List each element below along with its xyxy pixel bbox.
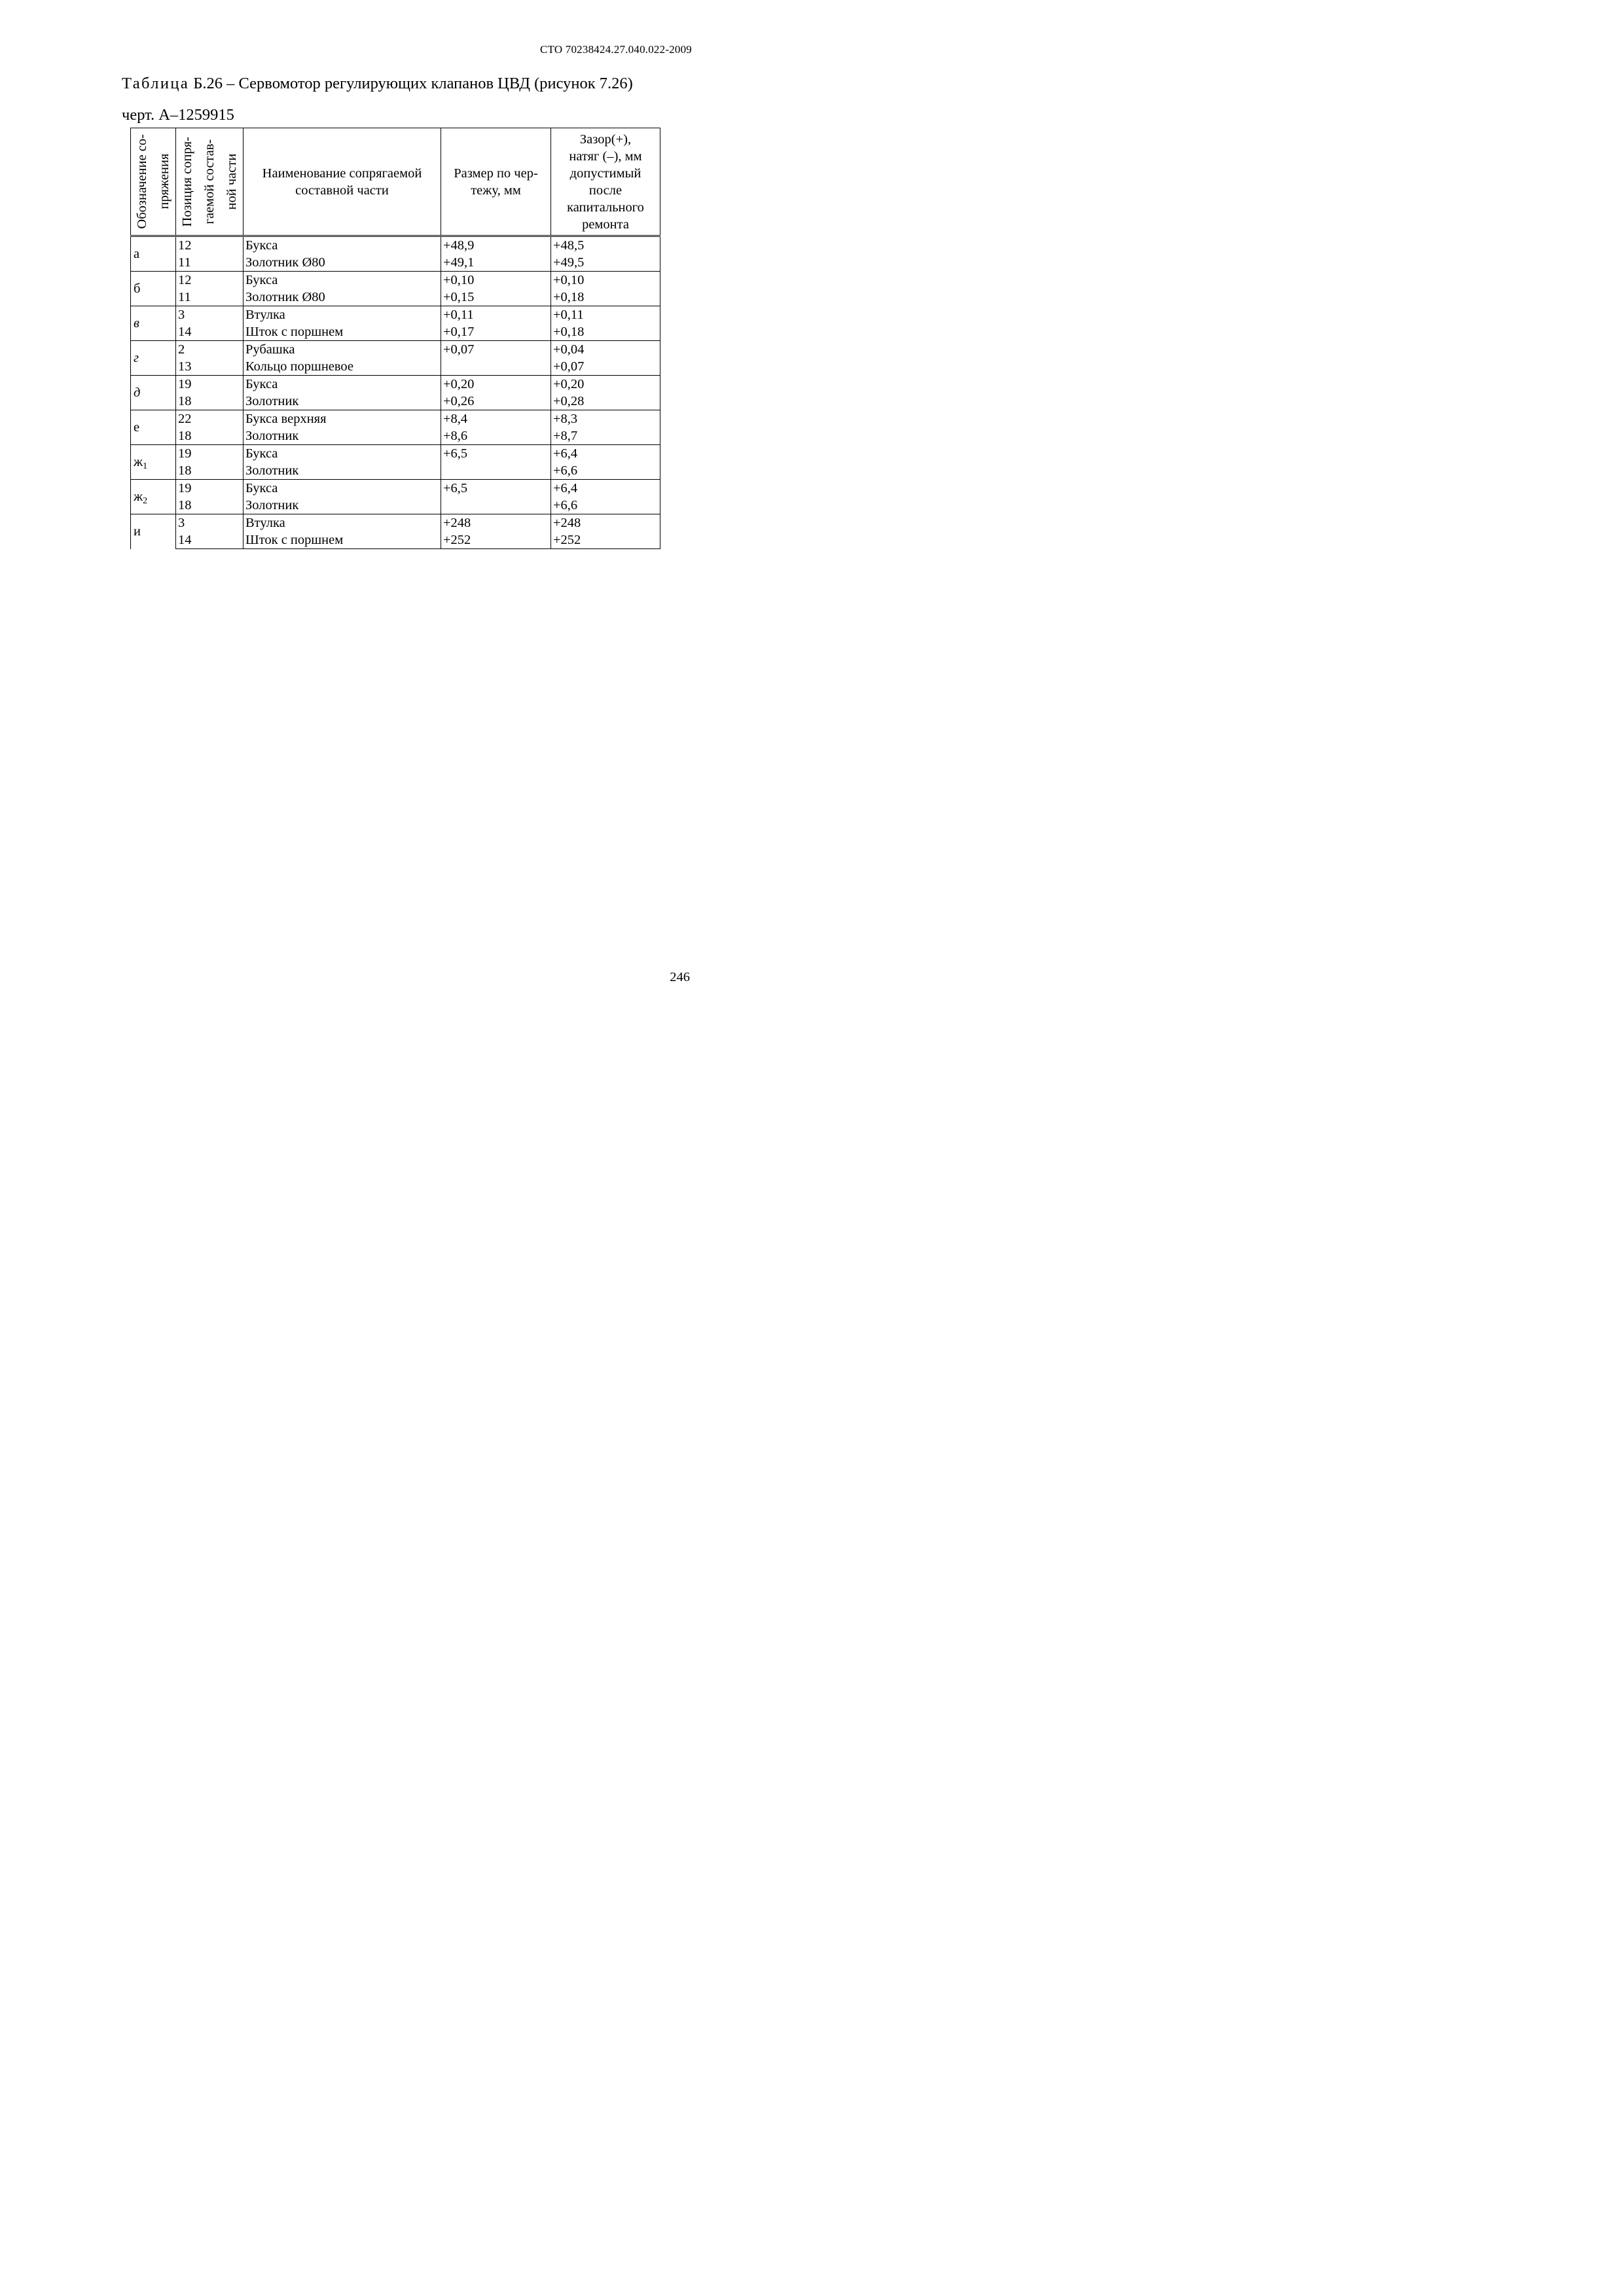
part-name-cell: Букса [244, 272, 441, 289]
header-allowed-gap-line: натяг (–), мм [569, 149, 642, 164]
position-cell: 18 [176, 497, 244, 514]
position-cell: 2 [176, 341, 244, 359]
part-name-cell: Золотник [244, 497, 441, 514]
position-cell: 11 [176, 289, 244, 306]
table-row [131, 289, 660, 306]
position-cell: 13 [176, 358, 244, 376]
allowed-gap-cell: +0,07 [551, 358, 660, 376]
allowed-gap-cell: +0,18 [551, 323, 660, 341]
designation-cell [131, 514, 176, 549]
header-name-line: Наименование сопрягаемой [262, 166, 422, 181]
allowed-gap-cell: +6,4 [551, 445, 660, 463]
drawing-size-cell: +252 [441, 531, 551, 549]
allowed-gap-cell: +248 [551, 514, 660, 532]
table-row [131, 254, 660, 272]
header-allowed-gap-line: Зазор(+), [579, 132, 632, 147]
part-name-cell: Букса [244, 236, 441, 255]
table-title [122, 68, 685, 131]
table-row [131, 393, 660, 410]
designation-cell [131, 480, 176, 514]
table-row [131, 306, 660, 324]
allowed-gap-cell: +0,20 [551, 376, 660, 393]
designation-letter: а [134, 247, 140, 261]
drawing-size-cell: +8,6 [441, 427, 551, 445]
allowed-gap-cell: +0,04 [551, 341, 660, 359]
column-header-allowed-gap [551, 128, 660, 236]
allowed-gap-cell: +252 [551, 531, 660, 549]
document-code: СТО 70238424.27.040.022-2009 [539, 43, 692, 56]
part-name-cell: Кольцо поршневое [244, 358, 441, 376]
part-name-cell: Золотник [244, 427, 441, 445]
allowed-gap-cell: +0,10 [551, 272, 660, 289]
drawing-size-cell: +8,4 [441, 410, 551, 428]
table-row [131, 236, 660, 255]
position-cell: 3 [176, 306, 244, 324]
drawing-size-cell: +0,20 [441, 376, 551, 393]
designation-cell [131, 341, 176, 376]
part-name-cell: Втулка [244, 514, 441, 532]
position-cell: 18 [176, 462, 244, 480]
position-cell: 22 [176, 410, 244, 428]
column-header-position [176, 128, 244, 236]
header-position-line: гаемой состав- [202, 139, 217, 224]
part-name-cell: Букса верхняя [244, 410, 441, 428]
table-row [131, 514, 660, 532]
allowed-gap-cell: +8,7 [551, 427, 660, 445]
table-title-line-2: черт. А–1259915 [122, 106, 234, 124]
position-cell: 18 [176, 393, 244, 410]
header-name-line: составной части [295, 183, 389, 198]
table-row [131, 323, 660, 341]
table-row [131, 272, 660, 289]
header-position-line: ной части [225, 153, 239, 210]
table-container [130, 128, 660, 549]
designation-cell [131, 445, 176, 480]
allowed-gap-cell: +6,4 [551, 480, 660, 497]
table-title-line-1 [122, 68, 685, 99]
designation-cell [131, 272, 176, 306]
drawing-size-cell: +0,26 [441, 393, 551, 410]
table-row [131, 427, 660, 445]
table-row [131, 445, 660, 463]
part-name-cell: Букса [244, 480, 441, 497]
table-body [131, 236, 660, 549]
position-cell: 12 [176, 272, 244, 289]
table-row [131, 341, 660, 359]
part-name-cell: Шток с поршнем [244, 531, 441, 549]
part-name-cell: Шток с поршнем [244, 323, 441, 341]
mating-table [130, 128, 660, 549]
designation-letter: д [134, 386, 141, 400]
drawing-size-cell: +0,07 [441, 341, 551, 359]
table-row [131, 480, 660, 497]
table-row [131, 462, 660, 480]
part-name-cell: Золотник [244, 462, 441, 480]
allowed-gap-cell: +8,3 [551, 410, 660, 428]
part-name-cell: Рубашка [244, 341, 441, 359]
table-row [131, 531, 660, 549]
designation-cell [131, 306, 176, 341]
drawing-size-cell: +6,5 [441, 445, 551, 463]
table-header-row [131, 128, 660, 236]
header-position-line: Позиция сопря- [180, 136, 194, 227]
designation-letter: б [134, 281, 141, 296]
header-allowed-gap-line: ремонта [582, 217, 629, 232]
table-caption-label: Таблица [122, 75, 190, 92]
position-cell: 11 [176, 254, 244, 272]
position-cell: 3 [176, 514, 244, 532]
header-allowed-gap-line: после [588, 183, 623, 198]
designation-letter: в [134, 316, 139, 331]
column-header-name [244, 128, 441, 236]
table-row [131, 497, 660, 514]
designation-letter: ж [134, 455, 143, 469]
header-designation-line: пряжения [157, 154, 171, 210]
drawing-size-cell: +48,9 [441, 236, 551, 255]
part-name-cell: Втулка [244, 306, 441, 324]
allowed-gap-cell: +0,28 [551, 393, 660, 410]
drawing-size-cell [441, 358, 551, 376]
part-name-cell: Букса [244, 376, 441, 393]
position-cell: 14 [176, 323, 244, 341]
position-cell: 19 [176, 376, 244, 393]
table-row [131, 358, 660, 376]
drawing-size-cell: +6,5 [441, 480, 551, 497]
drawing-size-cell: +0,11 [441, 306, 551, 324]
header-designation-line: Обозначение со- [135, 134, 149, 229]
drawing-size-cell: +0,17 [441, 323, 551, 341]
allowed-gap-cell: +48,5 [551, 236, 660, 255]
table-row [131, 376, 660, 393]
allowed-gap-cell: +49,5 [551, 254, 660, 272]
designation-subscript: 1 [143, 461, 148, 471]
page-number: 246 [670, 970, 690, 984]
allowed-gap-cell: +0,18 [551, 289, 660, 306]
designation-letter: е [134, 420, 140, 435]
designation-subscript: 2 [143, 496, 148, 506]
designation-cell [131, 236, 176, 272]
header-drawing-size-line: тежу, мм [471, 183, 521, 198]
column-header-drawing-size [441, 128, 551, 236]
position-cell: 19 [176, 480, 244, 497]
table-row [131, 410, 660, 428]
part-name-cell: Золотник Ø80 [244, 289, 441, 306]
drawing-size-cell: +0,10 [441, 272, 551, 289]
position-cell: 18 [176, 427, 244, 445]
table-caption-text: Б.26 – Сервомотор регулирующих клапанов ЦВД (рисунок 7.26) [193, 75, 633, 92]
position-cell: 12 [176, 236, 244, 255]
column-header-designation [131, 128, 176, 236]
drawing-size-cell: +0,15 [441, 289, 551, 306]
part-name-cell: Золотник [244, 393, 441, 410]
part-name-cell: Золотник Ø80 [244, 254, 441, 272]
position-cell: 19 [176, 445, 244, 463]
header-allowed-gap-line: допустимый [569, 166, 641, 181]
designation-letter: г [134, 351, 139, 365]
drawing-size-cell [441, 497, 551, 514]
allowed-gap-cell: +6,6 [551, 497, 660, 514]
designation-letter: ж [134, 490, 143, 504]
drawing-size-cell [441, 462, 551, 480]
designation-cell [131, 376, 176, 410]
designation-letter: и [134, 524, 141, 539]
allowed-gap-cell: +6,6 [551, 462, 660, 480]
allowed-gap-cell: +0,11 [551, 306, 660, 324]
header-allowed-gap-line: капитального [567, 200, 644, 215]
position-cell: 14 [176, 531, 244, 549]
drawing-size-cell: +49,1 [441, 254, 551, 272]
designation-cell [131, 410, 176, 445]
part-name-cell: Букса [244, 445, 441, 463]
drawing-size-cell: +248 [441, 514, 551, 532]
header-drawing-size-line: Размер по чер- [454, 166, 538, 181]
